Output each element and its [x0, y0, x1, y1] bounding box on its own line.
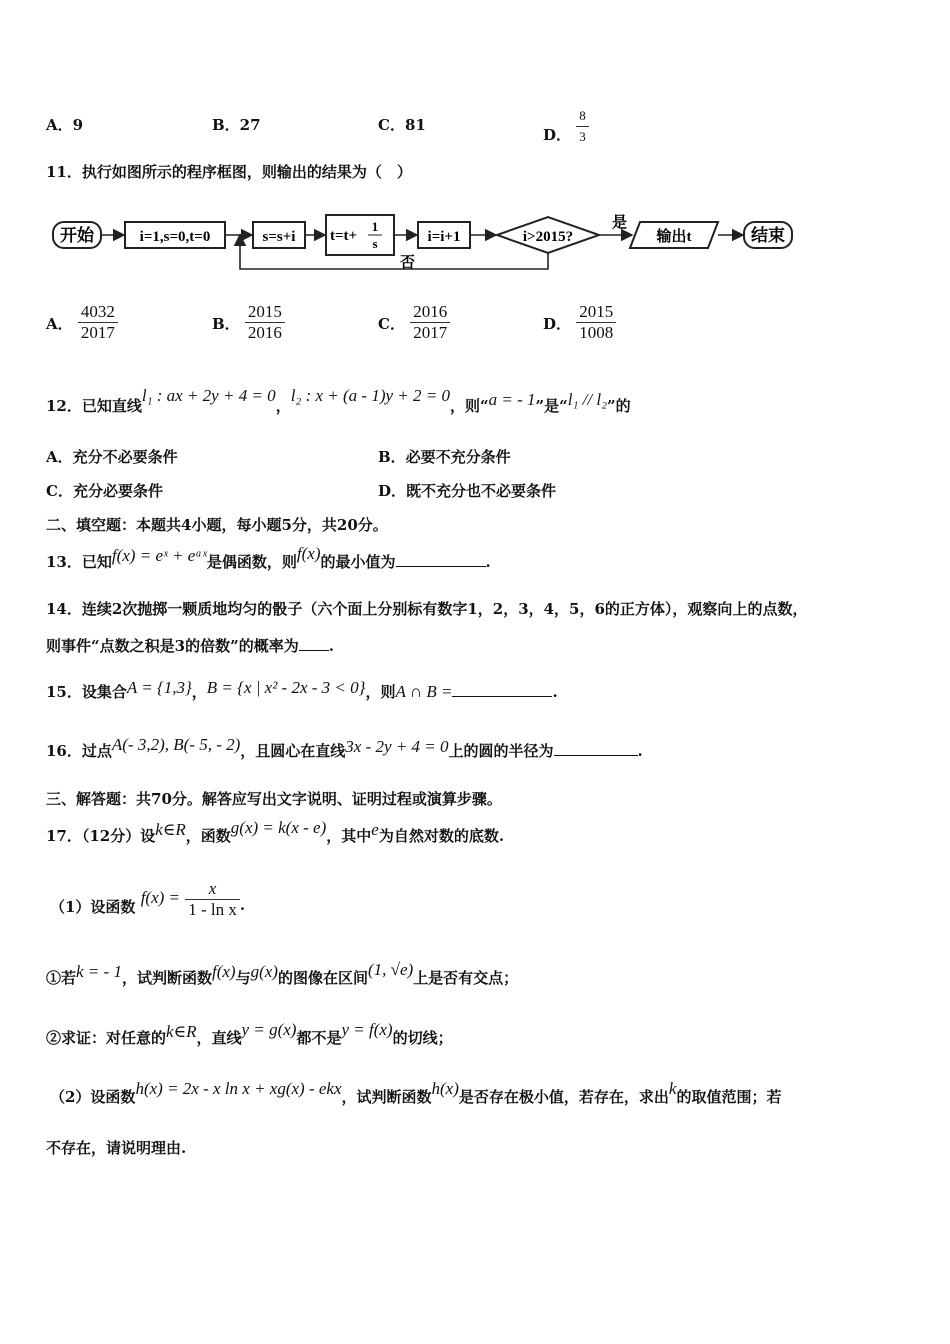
q11-option-d: D． $\frac{2015}{1008}$ [543, 302, 616, 343]
q11-option-a: A． $\frac{4032}{2017}$ [46, 302, 118, 343]
flow-init-label: i=1,s=0,t=0 [139, 229, 211, 245]
flow-start-label: 开始 [60, 226, 94, 245]
flow-t-den: s [372, 236, 378, 251]
flow-t-num: 1 [371, 219, 379, 234]
flow-no-label: 否 [400, 255, 416, 271]
q12-option-d: D．既不充分也不必要条件 [378, 482, 557, 500]
q12-option-c: C．充分必要条件 [46, 482, 163, 500]
q15: 15．设集合A = {1,3}，B = {x | x² - 2x - 3 < 0}，则A ∩ B = . [46, 678, 558, 701]
flow-i-label: i=i+1 [427, 229, 461, 245]
flow-decision-label: i>2015? [522, 229, 574, 245]
section-2-heading: 二、填空题：本题共4小题，每小题5分，共20分。 [46, 516, 388, 534]
q10-option-d: D． $\frac{8}{3}$ [543, 104, 589, 145]
q17-part2-line2: 不存在，请说明理由. [46, 1139, 187, 1157]
q17-sub1: ①若k = - 1，试判断函数f(x)与g(x)的图像在区间(1, √e)上是否有交点； [46, 960, 519, 987]
q14-line2: 则事件“点数之积是3的倍数”的概率为 . [46, 637, 334, 655]
q12-stem: 12．已知直线l₁ : ax + 2y + 4 = 0，l₂ : x + (a - 1)y + 2 = 0，则“a = - 1”是“l₁ // l₂”的 [46, 386, 631, 415]
q13: 13．已知f(x) = eˣ + eᵃˣ是偶函数，则f(x)的最小值为 . [46, 544, 491, 571]
q12-option-a: A．充分不必要条件 [46, 448, 178, 466]
q10-option-b: B．27 [212, 116, 261, 134]
q10-option-a: A．9 [46, 116, 84, 134]
q17-stem: 17．（12分）设k∈R，函数g(x) = k(x - e)，其中e为自然对数的底数. [46, 818, 505, 845]
flow-end-label: 结束 [751, 226, 785, 245]
q17-part1: （1）设函数 f(x) = $\frac{x}{\text{1 - ln x}}$ . [50, 879, 246, 919]
q10-option-c: C．81 [378, 116, 426, 134]
q16: 16．过点A(- 3,2), B(- 5, - 2)，且圆心在直线3x - 2y + 4 = 0上的圆的半径为 . [46, 735, 643, 760]
q17-sub2: ②求证：对任意的k∈R，直线y = g(x)都不是y = f(x)的切线； [46, 1020, 453, 1047]
q11-option-b: B． $\frac{2015}{2016}$ [212, 302, 285, 343]
flow-t-label: t=t+ [330, 228, 358, 244]
q12-option-b: B．必要不充分条件 [378, 448, 511, 466]
q11-option-c: C． $\frac{2016}{2017}$ [378, 302, 450, 343]
q14-line1: 14．连续2次抛掷一颗质地均匀的骰子（六个面上分别标有数字1，2，3，4，5，6的正方体），观察向上的点数， [46, 600, 808, 618]
flow-yes-label: 是 [612, 215, 628, 231]
flowchart [50, 205, 800, 275]
q11-stem: 11．执行如图所示的程序框图，则输出的结果为（ ） [46, 163, 412, 181]
section-3-heading: 三、解答题：共70分。解答应写出文字说明、证明过程或演算步骤。 [46, 790, 502, 808]
q17-part2: （2）设函数h(x) = 2x - x ln x + xg(x) - ekx，试判断函数h(x)是否存在极小值，若存在，求出k的取值范围；若 [50, 1079, 782, 1106]
flow-s-label: s=s+i [262, 229, 296, 245]
flow-output-label: 输出t [656, 229, 692, 245]
